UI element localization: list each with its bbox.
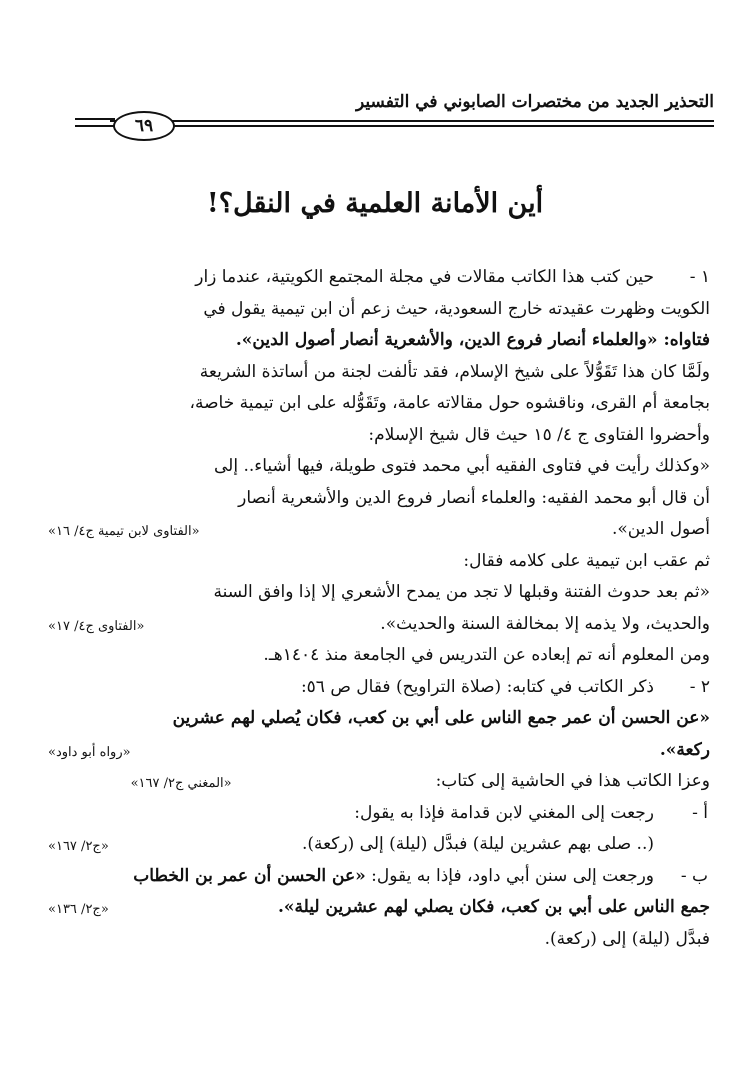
quote-reference: «رواه أبو داود» (48, 744, 131, 760)
sub-item-b-marker: ب - (680, 865, 708, 886)
quote-text: جمع الناس على أبي بن كعب، فكان يصلي لهم عشرين ليلة». (278, 897, 710, 917)
quote-line-last (48, 892, 710, 924)
item-1 (48, 262, 710, 294)
text-line: وأحضروا الفتاوى ج ٤/ ١٥ حيث قال شيخ الإسلام: (368, 424, 710, 445)
quote-text: أصول الدين». (612, 519, 710, 539)
text-line: ذكر الكاتب في كتابه: (صلاة التراويح) فقال ص ٥٦: (300, 676, 654, 697)
attribution-text: وعزا الكاتب هذا في الحاشية إلى كتاب: (435, 771, 710, 791)
running-header-title: التحذير الجديد من مختصرات الصابوني في التفسير (356, 92, 714, 112)
text-line (48, 861, 654, 893)
quote-line: «وكذلك رأيت في فتاوى الفقيه أبي محمد فتوى طويلة، فيها أشياء.. إلى (213, 456, 710, 476)
sub-item-a-marker: أ - (692, 802, 708, 823)
quote-line: أن قال أبو محمد الفقيه: والعلماء أنصار فروع الدين والأشعرية أنصار (238, 487, 710, 508)
text-line: فبدَّل (ليلة) إلى (ركعة). (544, 928, 710, 949)
text-line: حين كتب هذا الكاتب مقالات في مجلة المجتمع الكويتية، عندما زار (195, 267, 654, 287)
attribution-line (48, 766, 710, 798)
item-2 (48, 672, 710, 704)
quote-reference: «الفتاوى لابن تيمية ج٤/ ١٦» (48, 524, 200, 539)
sub-a-reference: «ج٢/ ١٦٧» (48, 839, 109, 854)
text-line: فتاواه: «والعلماء أنصار فروع الدين، والأشعرية أنصار أصول الدين». (235, 330, 710, 350)
quote-text: والحديث، ولا يذمه إلا بمخالفة السنة والحديث». (380, 613, 710, 634)
quote-reference: «الفتاوى ج٤/ ١٧» (48, 618, 145, 634)
quote-line-last (48, 735, 710, 767)
quote-reference: «ج٢/ ١٣٦» (48, 902, 109, 917)
quote-line-last (48, 514, 710, 546)
section-heading: أين الأمانة العلمية في النقل؟! (206, 188, 544, 219)
text-line: رجعت إلى المغني لابن قدامة فإذا به يقول: (354, 802, 654, 823)
attribution-reference: «المغني ج٢/ ١٦٧» (130, 776, 232, 791)
text-line: ولَمَّا كان هذا تَقَوُّلاً على شيخ الإسلام، فقد تألفت لجنة من أساتذة الشريعة (199, 361, 710, 382)
text-line (48, 829, 654, 861)
quote-line-last (48, 609, 710, 641)
quote-line: «ثم بعد حدوث الفتنة وقبلها لا تجد من يمدح الأشعري إلا إذا وافق السنة (213, 582, 710, 602)
note-line: ومن المعلوم أنه تم إبعاده عن التدريس في الجامعة منذ ١٤٠٤هـ. (263, 645, 710, 665)
sub-b-quote-start: «عن الحسن أن عمر بن الخطاب (133, 865, 366, 886)
sub-item-b-continuation (48, 892, 710, 955)
text-line: بجامعة أم القرى، وناقشوه حول مقالاته عامة، وتَقَوُّله على ابن تيمية خاصة، (189, 393, 710, 413)
item-2-continuation (48, 703, 710, 798)
quote-text: ركعة». (659, 739, 710, 760)
page-number-badge: ٦٩ (113, 111, 175, 141)
header-rule-top (110, 120, 714, 122)
sub-item-a (48, 798, 710, 861)
sub-b-text: ورجعت إلى سنن أبي داود، فإذا به يقول: (371, 865, 654, 886)
body-text (48, 262, 710, 955)
item-1-marker: ١ - (689, 267, 710, 287)
sub-item-b (48, 861, 710, 893)
transition-line: ثم عقب ابن تيمية على كلامه فقال: (463, 550, 710, 571)
quote-line: «عن الحسن أن عمر جمع الناس على أبي بن كعب، فكان يُصلي لهم عشرين (172, 708, 710, 728)
item-2-marker: ٢ - (689, 676, 710, 697)
header-rule-bottom (170, 125, 714, 127)
header-rule-ornament (75, 118, 115, 127)
item-1-continuation (48, 294, 710, 672)
sub-a-text: (.. صلى بهم عشرين ليلة) فبدَّل (ليلة) إلى (ركعة). (301, 834, 654, 854)
text-line: الكويت وظهرت عقيدته خارج السعودية، حيث زعم أن ابن تيمية يقول في (203, 298, 710, 319)
